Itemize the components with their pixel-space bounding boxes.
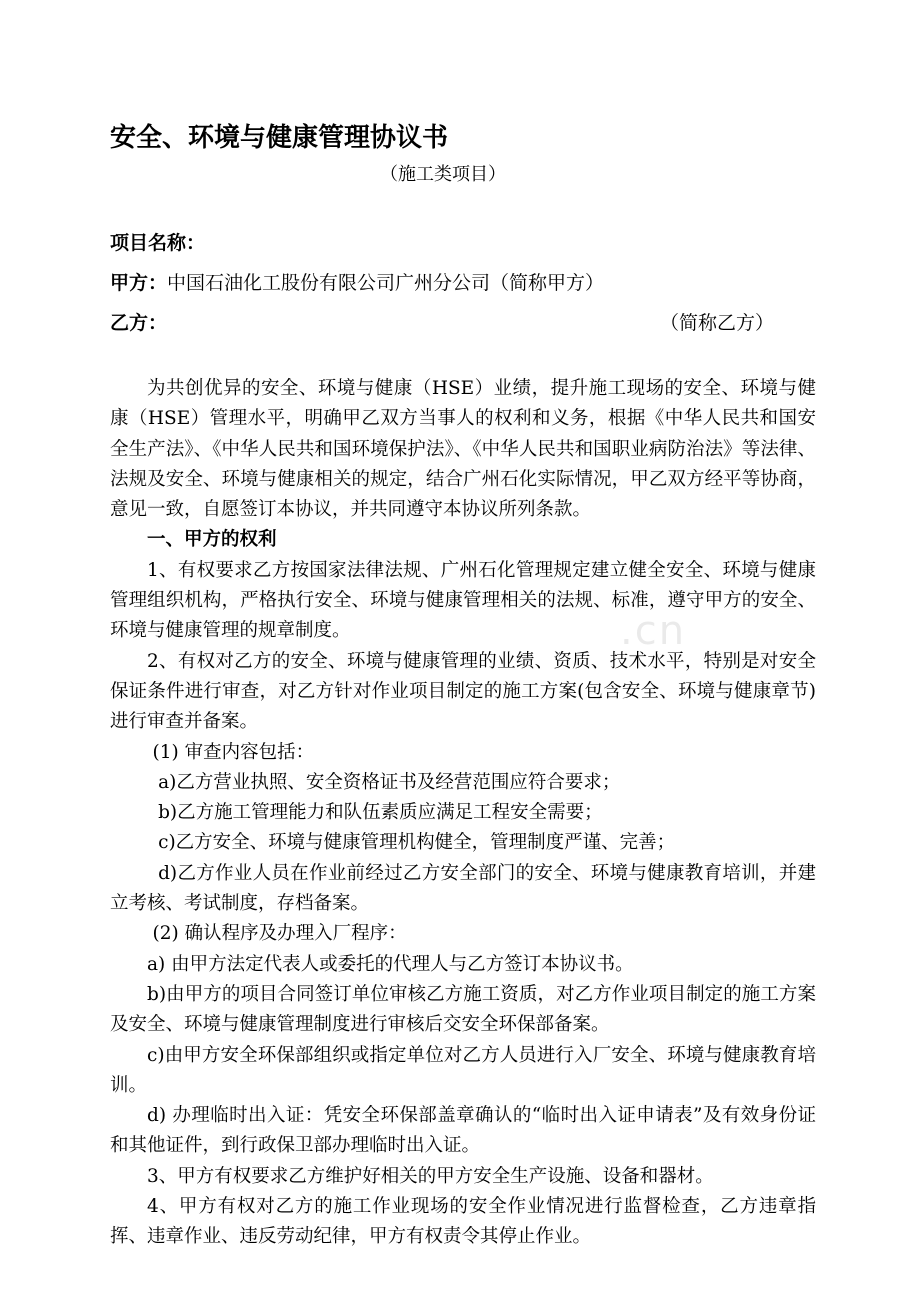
sub-clause-procedure: (2) 确认程序及办理入厂程序： [152, 923, 407, 945]
party-b-label: 乙方： [110, 312, 168, 334]
party-b-field [110, 308, 830, 338]
list-item-d: d)乙方作业人员在作业前经过乙方安全部门的安全、环境与健康教育培训，并建立考核、考试制度，存档备案。 [110, 862, 816, 915]
procedure-item-d: d) 办理临时出入证：凭安全环保部盖章确认的“临时出入证申请表”及有效身份证和其他证件，到行政保卫部办理临时出入证。 [110, 1105, 816, 1157]
party-a-label: 甲方： [110, 272, 168, 294]
paragraph-intro: 为共创优异的安全、环境与健康（HSE）业绩，提升施工现场的安全、环境与健康（HSE）管理水平，明确甲乙双方当事人的权利和义务，根据《中华人民共和国安全生产法》、《中华人民共和国环境保护法》、《中华人民共和国职业病防治法》等法律、法规及安全、环境与健康相关的规定，结合广州石化实际情况，甲乙双方经平等协商，意见一致，自愿签订本协议，并共同遵守本协议所列条款。 [110, 378, 816, 521]
agreement-body [110, 374, 816, 1253]
procedure-item-c: c)由甲方安全环保部组织或指定单位对乙方人员进行入厂安全、环境与健康教育培训。 [110, 1044, 816, 1096]
party-a-value: 中国石油化工股份有限公司广州分公司（简称甲方） [167, 272, 605, 294]
party-b-abbr: （简称乙方） [660, 312, 775, 334]
sub-clause-review-content: (1) 审查内容包括： [152, 741, 315, 763]
project-name-field [110, 228, 830, 258]
clause-2: 2、有权对乙方的安全、环境与健康管理的业绩、资质、技术水平，特别是对安全保证条件进行审查，对乙方针对作业项目制定的施工方案(包含安全、环境与健康章节)进行审查并备案。 [110, 650, 816, 733]
procedure-item-b: b)由甲方的项目合同签订单位审核乙方施工资质，对乙方作业项目制定的施工方案及安全、环境与健康管理制度进行审核后交安全环保部备案。 [110, 983, 816, 1036]
section-heading-party-a-rights: 一、甲方的权利 [147, 529, 277, 551]
project-name-label: 项目名称： [110, 232, 206, 254]
document-subtitle: （施工类项目） [380, 164, 506, 185]
list-item-c: c)乙方安全、环境与健康管理机构健全，管理制度严谨、完善； [158, 832, 676, 854]
clause-3: 3、甲方有权要求乙方维护好相关的甲方安全生产设施、设备和器材。 [147, 1165, 714, 1187]
party-a-field [110, 268, 830, 298]
list-item-b: b)乙方施工管理能力和队伍素质应满足工程安全需要； [158, 802, 603, 824]
clause-1: 1、有权要求乙方按国家法律法规、广州石化管理规定建立健全安全、环境与健康管理组织机构，严格执行安全、环境与健康管理相关的法规、标准，遵守甲方的安全、环境与健康管理的规章制度。 [110, 559, 816, 642]
document-title: 安全、环境与健康管理协议书 [110, 123, 449, 153]
clause-4: 4、甲方有权对乙方的施工作业现场的安全作业情况进行监督检查，乙方违章指挥、违章作业、违反劳动纪律，甲方有权责令其停止作业。 [110, 1196, 816, 1248]
procedure-item-a: a) 由甲方法定代表人或委托的代理人与乙方签订本协议书。 [147, 953, 634, 975]
list-item-a: a)乙方营业执照、安全资格证书及经营范围应符合要求； [158, 771, 621, 793]
watermark: .cn [620, 608, 687, 654]
